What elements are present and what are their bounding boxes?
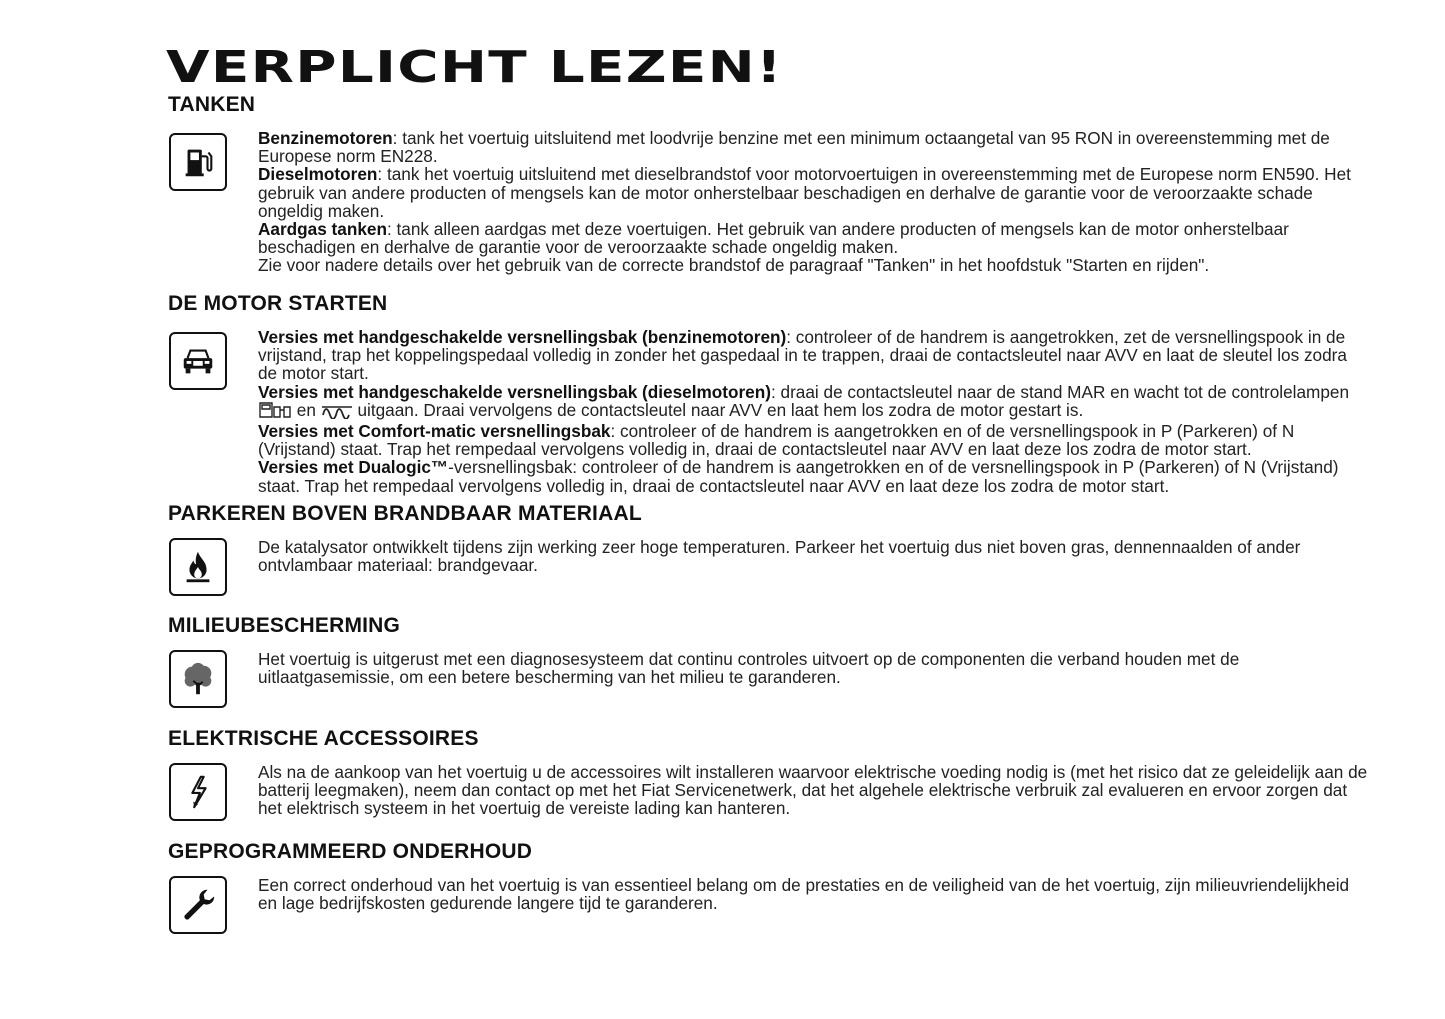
lightning-icon [169, 763, 227, 821]
fuel-pump-icon [169, 133, 227, 191]
section-tanken [168, 92, 1368, 275]
paragraph: Versies met handgeschakelde versnellingsbak (dieselmotoren): draai de contactsleutel naar de stand MAR en wacht tot de controlelampen en uitgaan. Draai vervolgens de contactsleutel naar AVV en laat hem los zodra de motor gestart is. [258, 383, 1368, 422]
section-heading: TANKEN [168, 93, 256, 116]
section-elektrische-accessoires [168, 726, 1368, 818]
warning-light-icon [258, 401, 292, 422]
section-body [258, 650, 1368, 686]
section-motor-starten [168, 291, 1368, 495]
section-parkeren [168, 501, 1368, 574]
paragraph: Dieselmotoren: tank het voertuig uitsluitend met dieselbrandstof voor motorvoertuigen in overeenstemming met de Europese norm EN590. Het gebruik van andere producten of mengsels kan de motor onherstelbaar beschadigen en derhalve de garantie voor de veroorzaakte schade ongeldig maken. [258, 164, 1351, 221]
paragraph: Zie voor nadere details over het gebruik van de correcte brandstof de paragraaf "Tanken" in het hoofdstuk "Starten en rijden". [258, 255, 1210, 276]
section-body [258, 876, 1368, 912]
section-body [258, 328, 1368, 495]
paragraph: Aardgas tanken: tank alleen aardgas met deze voertuigen. Het gebruik van andere producten of mengsels kan de motor onherstelbaar beschadigen en derhalve de garantie voor de veroorzaakte schade ongeldig maken. [258, 219, 1289, 258]
section-body [258, 538, 1368, 574]
paragraph: Het voertuig is uitgerust met een diagnosesysteem dat continu controles uitvoert op de componenten die verband houden met de uitlaatgasemissie, om een betere bescherming van het milieu te garanderen. [258, 649, 1240, 688]
paragraph: Versies met Dualogic™-versnellingsbak: controleer of de handrem is aangetrokken en of de versnellingspook in P (Parkeren) of N (Vrijstand) staat. Trap het rempedaal vervolgens volledig in, draai de contactsleutel naar AVV en laat deze los zodra de motor start. [258, 457, 1339, 496]
wrench-icon [169, 876, 227, 934]
section-heading: ELEKTRISCHE ACCESSOIRES [168, 727, 479, 750]
glow-plug-icon [321, 403, 353, 422]
car-front-icon [169, 332, 227, 390]
tree-icon [169, 650, 227, 708]
paragraph: Benzinemotoren: tank het voertuig uitsluitend met loodvrije benzine met een minimum octaangetal van 95 RON in overeenstemming met de Europese norm EN228. [258, 128, 1330, 167]
section-geprogrammeerd-onderhoud [168, 839, 1368, 912]
section-heading: GEPROGRAMMEERD ONDERHOUD [168, 840, 533, 863]
paragraph: Als na de aankoop van het voertuig u de accessoires wilt installeren waarvoor elektrische voeding nodig is (met het risico dat ze geleidelijk aan de batterij leegmaken), neem dan contact op met het Fiat Servicenetwerk, dat het algehele elektrische verbruik zal evalueren en ervoor zorgen dat het elektrisch systeem in het voertuig de vereiste lading kan hanteren. [258, 762, 1368, 819]
section-milieubescherming [168, 613, 1368, 686]
section-body [258, 129, 1368, 275]
section-body [258, 763, 1368, 818]
page-title: VERPLICHT LEZEN! [166, 42, 784, 93]
flame-icon [169, 538, 227, 596]
paragraph: De katalysator ontwikkelt tijdens zijn werking zeer hoge temperaturen. Parkeer het voertuig dus niet boven gras, dennennaalden of ander ontvlambaar materiaal: brandgevaar. [258, 537, 1301, 576]
paragraph: Versies met handgeschakelde versnellingsbak (benzinemotoren): controleer of de handrem is aangetrokken, zet de versnellingspook in de vrijstand, trap het koppelingspedaal volledig in zonder het gaspedaal in te trappen, draai de contactsleutel naar AVV en laat de sleutel los zodra de motor start. [258, 327, 1347, 384]
paragraph: Een correct onderhoud van het voertuig is van essentieel belang om de prestaties en de veiligheid van de het voertuig, zijn milieuvriendelijkheid en lage bedrijfskosten gedurende langere tijd te garanderen. [258, 875, 1350, 914]
section-heading: DE MOTOR STARTEN [168, 292, 388, 315]
paragraph: Versies met Comfort-matic versnellingsbak: controleer of de handrem is aangetrokken en of de versnellingspook in P (Parkeren) of N (Vrijstand) staat. Trap het rempedaal vervolgens volledig in, draai de contactsleutel naar AVV en laat deze los zodra de motor start. [258, 421, 1295, 460]
section-heading: PARKEREN BOVEN BRANDBAAR MATERIAAL [168, 502, 642, 525]
section-heading: MILIEUBESCHERMING [168, 614, 401, 637]
